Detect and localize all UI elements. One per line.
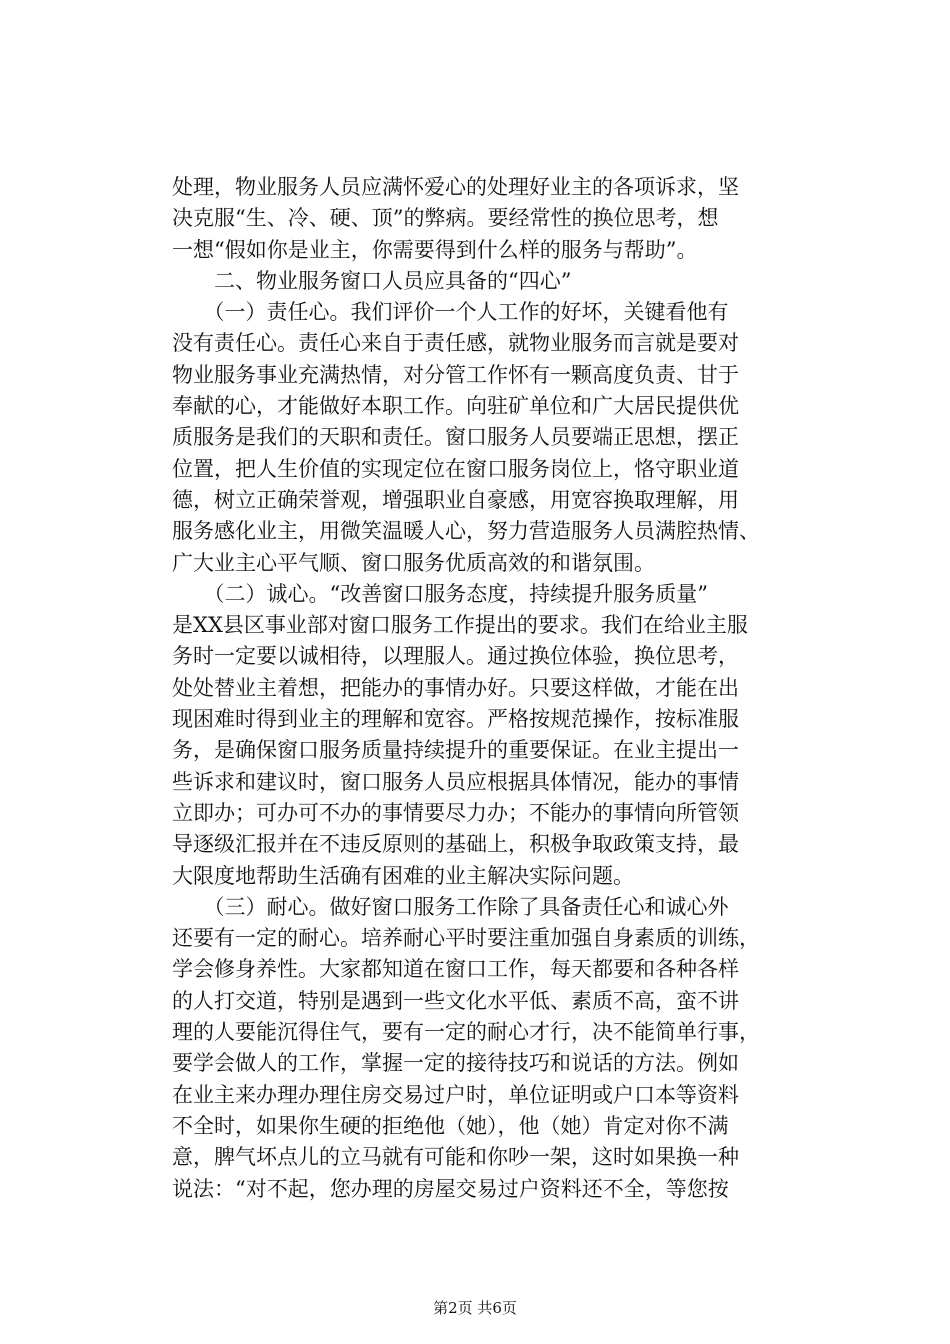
body-text (172, 172, 852, 1205)
text-line: 奉献的心，才能做好本职工作。向驻矿单位和广大居民提供优 (172, 394, 739, 419)
text-line: 务时一定要以诚相待，以理服人。通过换位体验，换位思考， (172, 644, 739, 669)
text-line: 二、物业服务窗口人员应具备的“四心” (172, 268, 572, 293)
text-line: 理的人要能沉得住气，要有一定的耐心才行，决不能简单行事， (172, 1020, 760, 1045)
text-line: 没有责任心。责任心来自于责任感，就物业服务而言就是要对 (172, 331, 739, 356)
text-line: 不全时，如果你生硬的拒绝他（她），他（她）肯定对你不满 (172, 1113, 729, 1138)
text-line: （一）责任心。我们评价一个人工作的好坏，关键看他有 (172, 300, 729, 325)
text-line: 决克服“生、冷、硬、顶”的弊病。要经常性的换位思考，想 (172, 206, 719, 231)
text-line: 导逐级汇报并在不违反原则的基础上，积极争取政策支持，最 (172, 832, 739, 857)
text-line: 处处替业主着想，把能办的事情办好。只要这样做，才能在出 (172, 675, 739, 700)
text-line: 在业主来办理办理住房交易过户时，单位证明或户口本等资料 (172, 1082, 739, 1107)
text-line: 学会修身养性。大家都知道在窗口工作，每天都要和各种各样 (172, 957, 739, 982)
text-line: （三）耐心。做好窗口服务工作除了具备责任心和诚心外 (172, 894, 729, 919)
text-line: （二）诚心。“改善窗口服务态度，持续提升服务质量” (172, 581, 708, 606)
text-line: 的人打交道，特别是遇到一些文化水平低、素质不高，蛮不讲 (172, 988, 739, 1013)
text-line: 一想“假如你是业主，你需要得到什么样的服务与帮助”。 (172, 237, 698, 262)
text-line: 服务感化业主，用微笑温暖人心，努力营造服务人员满腔热情、 (172, 519, 760, 544)
text-line: 要学会做人的工作，掌握一定的接待技巧和说话的方法。例如 (172, 1051, 739, 1076)
text-line: 位置，把人生价值的实现定位在窗口服务岗位上，恪守职业道 (172, 456, 739, 481)
text-line: 立即办；可办可不办的事情要尽力办；不能办的事情向所管领 (172, 800, 739, 825)
text-line: 处理，物业服务人员应满怀爱心的处理好业主的各项诉求，坚 (172, 175, 739, 199)
text-line: 物业服务事业充满热情，对分管工作怀有一颗高度负责、甘于 (172, 362, 739, 387)
text-line: 意，脾气坏点儿的立马就有可能和你吵一架，这时如果换一种 (172, 1145, 739, 1170)
text-line: 大限度地帮助生活确有困难的业主解决实际问题。 (172, 863, 634, 888)
page-footer: 第2页 共6页 (433, 1299, 517, 1317)
text-line: 还要有一定的耐心。培养耐心平时要注重加强自身素质的训练， (172, 926, 760, 951)
text-line: 说法：“对不起，您办理的房屋交易过户资料还不全，等您按 (172, 1176, 729, 1201)
text-line: 些诉求和建议时，窗口服务人员应根据具体情况，能办的事情 (172, 769, 739, 794)
text-line: 是XX县区事业部对窗口服务工作提出的要求。我们在给业主服 (172, 613, 748, 638)
text-line: 质服务是我们的天职和责任。窗口服务人员要端正思想，摆正 (172, 425, 739, 450)
text-line: 务，是确保窗口服务质量持续提升的重要保证。在业主提出一 (172, 738, 739, 763)
text-line: 广大业主心平气顺、窗口服务优质高效的和谐氛围。 (172, 550, 655, 575)
text-line: 现困难时得到业主的理解和宽容。严格按规范操作，按标准服 (172, 707, 739, 732)
text-line: 德，树立正确荣誉观，增强职业自豪感，用宽容换取理解，用 (172, 487, 739, 512)
